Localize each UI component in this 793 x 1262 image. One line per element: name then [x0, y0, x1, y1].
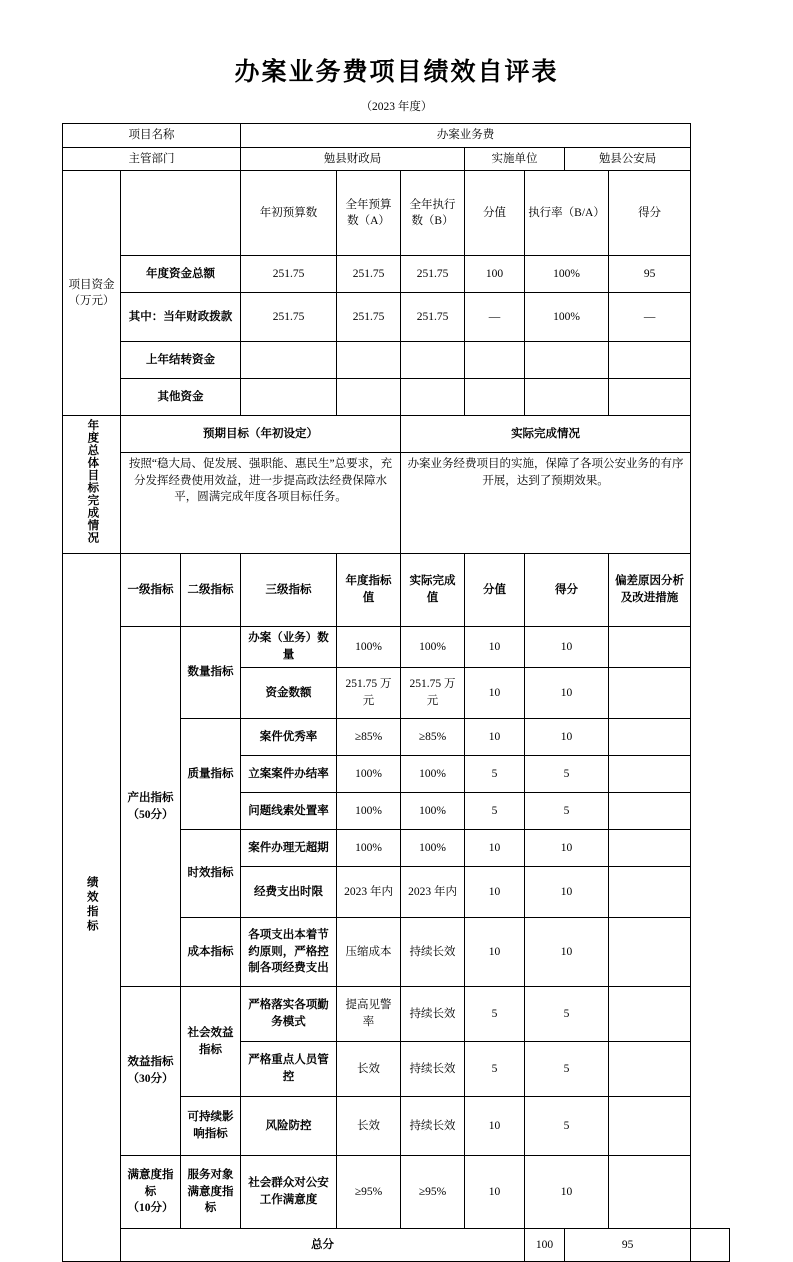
- table-row-satisfaction: [63, 1156, 730, 1229]
- deviation-risk-prevention: [609, 1097, 691, 1156]
- score-duty-mode: 5: [525, 987, 609, 1042]
- actual-cost-control: 持续长效: [401, 918, 465, 987]
- performance-evaluation-table: [62, 123, 730, 1262]
- level1-output-line2: （50分）: [127, 808, 174, 821]
- table-row-funds-carryover: [63, 342, 730, 379]
- score-value-public-satisfaction: 10: [465, 1156, 525, 1229]
- total-score-value: 100: [525, 1229, 565, 1262]
- actual-risk-prevention: 持续长效: [401, 1097, 465, 1156]
- annual-goal-actual-text: 办案业务经费项目的实施，保障了各项公安业务的有序开展，达到了预期效果。: [401, 452, 691, 553]
- department-label: 主管部门: [63, 147, 241, 171]
- table-row-annual-goal-header: [63, 416, 730, 453]
- score-value-case-count: 10: [465, 627, 525, 668]
- level1-output-line1: 产出指标: [127, 791, 174, 804]
- score-clue-handling-rate: 5: [525, 793, 609, 830]
- level3-key-person-control: 严格重点人员管控: [241, 1042, 337, 1097]
- score-value-cost-control: 10: [465, 918, 525, 987]
- deviation-cost-control: [609, 918, 691, 987]
- funds-carryover-rate: [525, 342, 609, 379]
- level2-sustainable: 可持续影响指标: [181, 1097, 241, 1156]
- actual-expenditure-deadline: 2023 年内: [401, 867, 465, 918]
- funds-current-executed: 251.75: [401, 293, 465, 342]
- target-fund-amount: 251.75 万元: [337, 668, 401, 719]
- deviation-duty-mode: [609, 987, 691, 1042]
- deviation-expenditure-deadline: [609, 867, 691, 918]
- level3-fund-amount: 资金数额: [241, 668, 337, 719]
- funds-col-initial-budget: 年初预算数: [241, 171, 337, 256]
- funds-label-total: 年度资金总额: [121, 256, 241, 293]
- annual-goal-expected-header: 预期目标（年初设定）: [121, 416, 401, 453]
- indicator-side-label-text: 绩效指标: [85, 875, 98, 934]
- actual-duty-mode: 持续长效: [401, 987, 465, 1042]
- actual-clue-handling-rate: 100%: [401, 793, 465, 830]
- level1-satisfaction-line1: 满意度指标: [127, 1169, 174, 1198]
- level3-case-count: 办案（业务）数量: [241, 627, 337, 668]
- deviation-key-person-control: [609, 1042, 691, 1097]
- funds-carryover-score: [609, 342, 691, 379]
- score-public-satisfaction: 10: [525, 1156, 609, 1229]
- level3-case-excellent-rate: 案件优秀率: [241, 719, 337, 756]
- funds-label-carryover: 上年结转资金: [121, 342, 241, 379]
- level1-output: [121, 627, 181, 987]
- table-row-project-name: [63, 124, 730, 148]
- score-value-clue-handling-rate: 5: [465, 793, 525, 830]
- deviation-fund-amount: [609, 668, 691, 719]
- indicator-col-level3: 三级指标: [241, 554, 337, 627]
- table-row-benefit-social-1: [63, 987, 730, 1042]
- funds-total-score: 95: [609, 256, 691, 293]
- score-value-no-overdue: 10: [465, 830, 525, 867]
- score-value-risk-prevention: 10: [465, 1097, 525, 1156]
- funds-row-label-line2: （万元）: [68, 295, 115, 308]
- project-name-label: 项目名称: [63, 124, 241, 148]
- level3-cost-control: 各项支出本着节约原则，严格控制各项经费支出: [241, 918, 337, 987]
- table-row-funds-current-year: [63, 293, 730, 342]
- funds-current-year-budget: 251.75: [337, 293, 401, 342]
- score-case-excellent-rate: 10: [525, 719, 609, 756]
- deviation-clue-handling-rate: [609, 793, 691, 830]
- deviation-case-count: [609, 627, 691, 668]
- level2-social-benefit: 社会效益指标: [181, 987, 241, 1097]
- indicator-col-target: 年度指标值: [337, 554, 401, 627]
- level3-public-satisfaction: 社会群众对公安工作满意度: [241, 1156, 337, 1229]
- page-subtitle: （2023 年度）: [360, 101, 433, 113]
- indicator-col-score-value: 分值: [465, 554, 525, 627]
- funds-current-initial: 251.75: [241, 293, 337, 342]
- actual-case-count: 100%: [401, 627, 465, 668]
- level3-case-closure-rate: 立案案件办结率: [241, 756, 337, 793]
- funds-carryover-initial: [241, 342, 337, 379]
- level1-benefit: [121, 987, 181, 1156]
- funds-other-rate: [525, 379, 609, 416]
- level3-risk-prevention: 风险防控: [241, 1097, 337, 1156]
- funds-other-score-value: [465, 379, 525, 416]
- unit-label: 实施单位: [465, 147, 565, 171]
- score-case-closure-rate: 5: [525, 756, 609, 793]
- funds-other-executed: [401, 379, 465, 416]
- indicator-col-deviation: 偏差原因分析及改进措施: [609, 554, 691, 627]
- unit-value: 勉县公安局: [565, 147, 691, 171]
- funds-current-score-value: —: [465, 293, 525, 342]
- funds-row-label: [63, 171, 121, 416]
- deviation-case-excellent-rate: [609, 719, 691, 756]
- level3-expenditure-deadline: 经费支出时限: [241, 867, 337, 918]
- score-value-case-excellent-rate: 10: [465, 719, 525, 756]
- total-score: 95: [565, 1229, 691, 1262]
- funds-other-year: [337, 379, 401, 416]
- level2-service-satisfaction: 服务对象满意度指标: [181, 1156, 241, 1229]
- annual-goal-expected-text: 按照“稳大局、促发展、强职能、惠民生”总要求，充分发挥经费使用效益，进一步提高政法经费保障水平，圆满完成年度各项目标任务。: [121, 452, 401, 553]
- funds-label-current-year: 其中：当年财政拨款: [121, 293, 241, 342]
- indicator-col-score: 得分: [525, 554, 609, 627]
- score-fund-amount: 10: [525, 668, 609, 719]
- level1-satisfaction-line2: （10分）: [127, 1202, 174, 1215]
- target-risk-prevention: 长效: [337, 1097, 401, 1156]
- page-title: 办案业务费项目绩效自评表: [234, 59, 559, 86]
- indicator-col-level2: 二级指标: [181, 554, 241, 627]
- funds-col-score-value: 分值: [465, 171, 525, 256]
- annual-goal-side-label-text: 年度总体目标完成情况: [86, 419, 99, 545]
- level3-duty-mode: 严格落实各项勤务模式: [241, 987, 337, 1042]
- level3-no-overdue: 案件办理无超期: [241, 830, 337, 867]
- level2-cost: 成本指标: [181, 918, 241, 987]
- funds-row-label-line1: 项目资金: [68, 278, 115, 291]
- table-row-output-quantity-1: [63, 627, 730, 668]
- funds-col-executed: 全年执行数（B）: [401, 171, 465, 256]
- funds-carryover-score-value: [465, 342, 525, 379]
- deviation-public-satisfaction: [609, 1156, 691, 1229]
- level2-quality: 质量指标: [181, 719, 241, 830]
- funds-carryover-year: [337, 342, 401, 379]
- annual-goal-actual-header: 实际完成情况: [401, 416, 691, 453]
- funds-header-blank: [121, 171, 241, 256]
- total-deviation: [691, 1229, 730, 1262]
- table-row-indicator-header: [63, 554, 730, 627]
- table-row-funds-other: [63, 379, 730, 416]
- actual-key-person-control: 持续长效: [401, 1042, 465, 1097]
- target-case-count: 100%: [337, 627, 401, 668]
- table-row-department: [63, 147, 730, 171]
- score-value-fund-amount: 10: [465, 668, 525, 719]
- target-public-satisfaction: ≥95%: [337, 1156, 401, 1229]
- funds-total-executed: 251.75: [401, 256, 465, 293]
- level2-timeliness: 时效指标: [181, 830, 241, 918]
- actual-case-excellent-rate: ≥85%: [401, 719, 465, 756]
- score-cost-control: 10: [525, 918, 609, 987]
- funds-current-rate: 100%: [525, 293, 609, 342]
- funds-other-score: [609, 379, 691, 416]
- target-key-person-control: 长效: [337, 1042, 401, 1097]
- target-duty-mode: 提高见警率: [337, 987, 401, 1042]
- score-value-case-closure-rate: 5: [465, 756, 525, 793]
- funds-label-other: 其他资金: [121, 379, 241, 416]
- project-name-value: 办案业务费: [241, 124, 691, 148]
- funds-total-score-value: 100: [465, 256, 525, 293]
- indicator-col-actual: 实际完成值: [401, 554, 465, 627]
- table-row-total: [63, 1229, 730, 1262]
- funds-col-score: 得分: [609, 171, 691, 256]
- total-label: 总分: [121, 1229, 525, 1262]
- table-row-annual-goal-body: [63, 452, 730, 553]
- target-no-overdue: 100%: [337, 830, 401, 867]
- funds-other-initial: [241, 379, 337, 416]
- level1-satisfaction: [121, 1156, 181, 1229]
- score-risk-prevention: 5: [525, 1097, 609, 1156]
- target-expenditure-deadline: 2023 年内: [337, 867, 401, 918]
- funds-total-rate: 100%: [525, 256, 609, 293]
- score-key-person-control: 5: [525, 1042, 609, 1097]
- score-case-count: 10: [525, 627, 609, 668]
- funds-total-initial: 251.75: [241, 256, 337, 293]
- funds-current-score: —: [609, 293, 691, 342]
- score-value-key-person-control: 5: [465, 1042, 525, 1097]
- funds-col-rate: 执行率（B/A）: [525, 171, 609, 256]
- deviation-case-closure-rate: [609, 756, 691, 793]
- target-case-closure-rate: 100%: [337, 756, 401, 793]
- table-row-funds-header: [63, 171, 730, 256]
- funds-total-year: 251.75: [337, 256, 401, 293]
- score-expenditure-deadline: 10: [525, 867, 609, 918]
- actual-fund-amount: 251.75 万元: [401, 668, 465, 719]
- deviation-no-overdue: [609, 830, 691, 867]
- actual-no-overdue: 100%: [401, 830, 465, 867]
- funds-carryover-executed: [401, 342, 465, 379]
- actual-case-closure-rate: 100%: [401, 756, 465, 793]
- score-no-overdue: 10: [525, 830, 609, 867]
- level1-benefit-line2: （30分）: [127, 1073, 174, 1086]
- level3-clue-handling-rate: 问题线索处置率: [241, 793, 337, 830]
- actual-public-satisfaction: ≥95%: [401, 1156, 465, 1229]
- indicator-side-label: [63, 554, 121, 1262]
- level1-benefit-line1: 效益指标: [127, 1056, 174, 1069]
- annual-goal-side-label: [63, 416, 121, 554]
- target-cost-control: 压缩成本: [337, 918, 401, 987]
- department-value: 勉县财政局: [241, 147, 465, 171]
- target-clue-handling-rate: 100%: [337, 793, 401, 830]
- level2-quantity: 数量指标: [181, 627, 241, 719]
- indicator-col-level1: 一级指标: [121, 554, 181, 627]
- score-value-expenditure-deadline: 10: [465, 867, 525, 918]
- score-value-duty-mode: 5: [465, 987, 525, 1042]
- target-case-excellent-rate: ≥85%: [337, 719, 401, 756]
- funds-col-year-budget: 全年预算数（A）: [337, 171, 401, 256]
- table-row-funds-total: [63, 256, 730, 293]
